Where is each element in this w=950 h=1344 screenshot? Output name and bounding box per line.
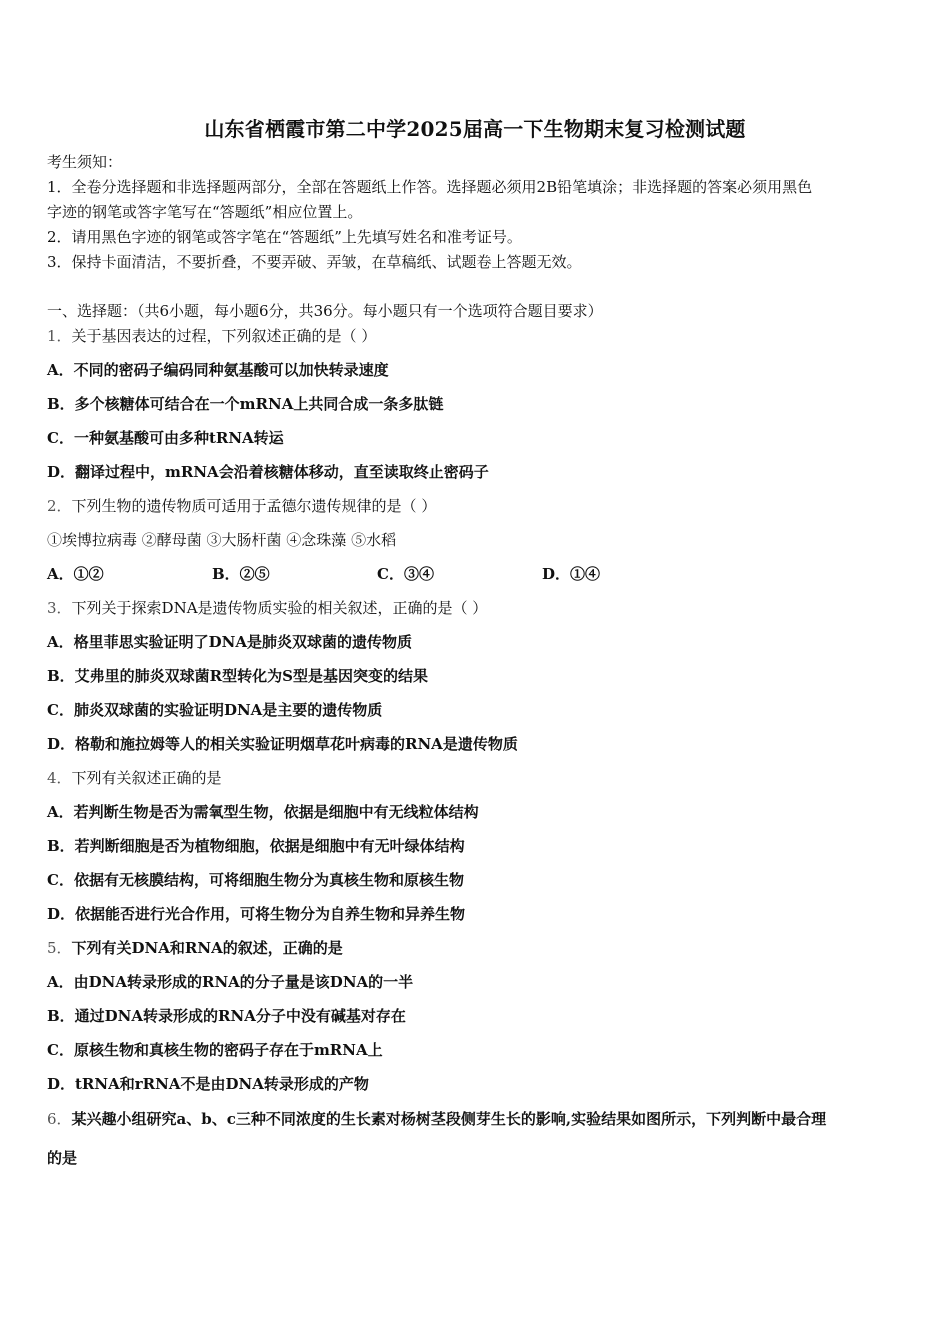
- question-2-stem: [47, 496, 436, 516]
- question-2-option-c: C．③④: [377, 565, 434, 583]
- notice-line: 2．请用黑色字迹的钢笔或答字笔在“答题纸”上先填写姓名和准考证号。: [47, 228, 522, 246]
- question-1-option-a: A．不同的密码子编码同种氨基酸可以加快转录速度: [47, 361, 389, 379]
- question-5-stem: [47, 938, 343, 958]
- question-1-option-d: D．翻译过程中，mRNA会沿着核糖体移动，直至读取终止密码子: [47, 463, 489, 481]
- question-4-option-c: C．依据有无核膜结构，可将细胞生物分为真核生物和原核生物: [47, 871, 464, 889]
- question-2-items: ①埃博拉病毒 ②酵母菌 ③大肠杆菌 ④念珠藻 ⑤水稻: [47, 531, 397, 549]
- question-1-option-c: C．一种氨基酸可由多种tRNA转运: [47, 429, 284, 447]
- question-number: 2．: [47, 497, 72, 515]
- question-5-option-a: A．由DNA转录形成的RNA的分子量是该DNA的一半: [47, 973, 414, 991]
- question-number: 6．: [47, 1110, 72, 1128]
- question-4-stem: [47, 768, 222, 788]
- question-3-option-c: C．肺炎双球菌的实验证明DNA是主要的遗传物质: [47, 701, 383, 719]
- question-text: 下列关于探索DNA是遗传物质实验的相关叙述，正确的是（ ）: [71, 599, 488, 617]
- question-2-option-b: B．②⑤: [212, 565, 270, 583]
- question-5-option-c: C．原核生物和真核生物的密码子存在于mRNA上: [47, 1041, 383, 1059]
- exam-title: 山东省栖霞市第二中学2025届高一下生物期末复习检测试题: [204, 117, 746, 141]
- question-3-stem: [47, 598, 487, 618]
- question-3-option-a: A．格里菲思实验证明了DNA是肺炎双球菌的遗传物质: [47, 633, 412, 651]
- question-3-option-d: D．格勒和施拉姆等人的相关实验证明烟草花叶病毒的RNA是遗传物质: [47, 735, 518, 753]
- question-2-option-d: D．①④: [542, 565, 601, 583]
- question-text: 下列有关叙述正确的是: [71, 769, 222, 787]
- question-number: 5．: [47, 939, 72, 957]
- question-1-stem: [47, 326, 376, 346]
- question-text: 下列有关DNA和RNA的叙述，正确的是: [71, 939, 343, 957]
- question-4-option-a: A．若判断生物是否为需氧型生物，依据是细胞中有无线粒体结构: [47, 803, 479, 821]
- question-text: 关于基因表达的过程，下列叙述正确的是（ ）: [71, 327, 377, 345]
- question-5-option-b: B．通过DNA转录形成的RNA分子中没有碱基对存在: [47, 1007, 406, 1025]
- question-1-option-b: B．多个核糖体可结合在一个mRNA上共同合成一条多肽链: [47, 395, 444, 413]
- question-2-option-a: A．①②: [47, 565, 104, 583]
- question-6-stem-continued: 的是: [47, 1149, 78, 1167]
- notice-line: 1．全卷分选择题和非选择题两部分，全部在答题纸上作答。选择题必须用2B铅笔填涂；非选择题的答案必须用黑色: [47, 178, 813, 196]
- question-4-option-b: B．若判断细胞是否为植物细胞，依据是细胞中有无叶绿体结构: [47, 837, 465, 855]
- question-number: 1．: [47, 327, 72, 345]
- question-3-option-b: B．艾弗里的肺炎双球菌R型转化为S型是基因突变的结果: [47, 667, 428, 685]
- question-6-stem: [47, 1109, 826, 1129]
- section-heading: 一、选择题：（共6小题，每小题6分，共36分。每小题只有一个选项符合题目要求）: [47, 302, 603, 320]
- question-text: 下列生物的遗传物质可适用于孟德尔遗传规律的是（ ）: [71, 497, 437, 515]
- notice-heading: 考生须知：: [47, 153, 123, 171]
- notice-line: 3．保持卡面清洁，不要折叠，不要弄破、弄皱，在草稿纸、试题卷上答题无效。: [47, 253, 582, 271]
- notice-line: 字迹的钢笔或答字笔写在“答题纸”相应位置上。: [47, 203, 363, 221]
- question-4-option-d: D．依据能否进行光合作用，可将生物分为自养生物和异养生物: [47, 905, 466, 923]
- question-number: 3．: [47, 599, 72, 617]
- question-text: 某兴趣小组研究a、b、c三种不同浓度的生长素对杨树茎段侧芽生长的影响,实验结果如图所示，下列判断中最合理: [71, 1110, 827, 1128]
- question-number: 4．: [47, 769, 72, 787]
- question-5-option-d: D．tRNA和rRNA不是由DNA转录形成的产物: [47, 1075, 369, 1093]
